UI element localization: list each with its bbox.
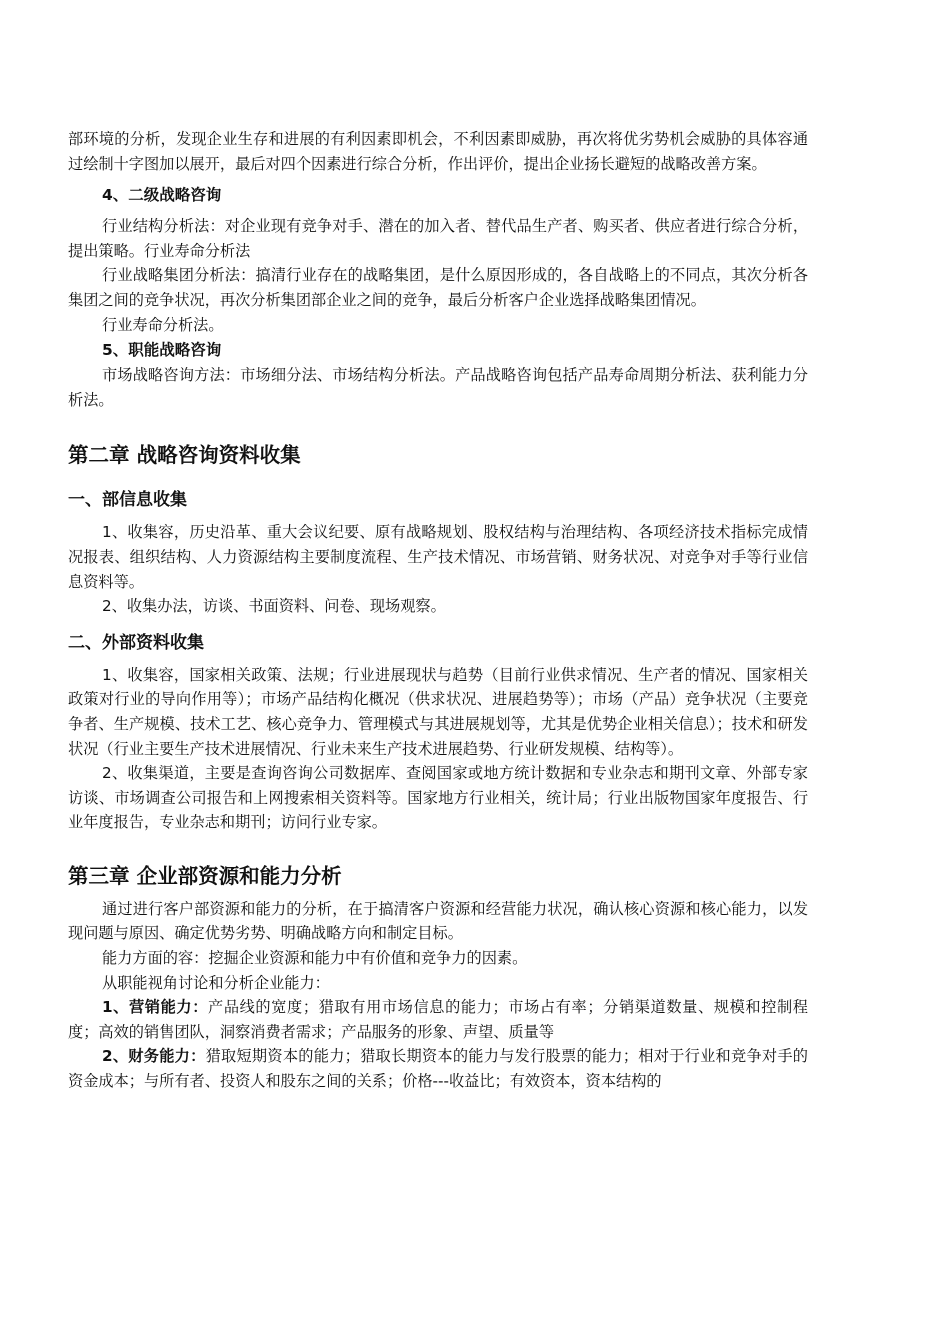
section-4-paragraph-3: 行业寿命分析法。 bbox=[102, 315, 224, 334]
finance-ability-label: 2、财务能力： bbox=[102, 1047, 206, 1066]
chapter-3-title: 第三章 企业部资源和能力分析 bbox=[68, 863, 342, 888]
chapter-2-section-1-paragraph-2: 2、收集办法，访谈、书面资料、问卷、现场观察。 bbox=[102, 597, 446, 616]
section-4-heading: 4、二级战略咨询 bbox=[102, 186, 222, 205]
chapter-2-section-1-paragraph-1: 1、收集容，历史沿革、重大会议纪要、原有战略规划、股权结构与治理结构、各项经济技术指标完成情况报表、组织结构、人力资源结构主要制度流程、生产技术情况、市场营销、财务状况、对竞争对手等行业信息资料等。 bbox=[68, 523, 808, 591]
section-5-heading: 5、职能战略咨询 bbox=[102, 341, 222, 360]
chapter-2-section-1-heading: 一、部信息收集 bbox=[68, 490, 187, 511]
section-4-paragraph-2: 行业战略集团分析法：搞清行业存在的战略集团，是什么原因形成的，各自战略上的不同点，其次分析各集团之间的竞争状况，再次分析集团部企业之间的竞争，最后分析客户企业选择战略集团情况。 bbox=[68, 266, 808, 309]
chapter-3-paragraph-2: 能力方面的容：挖掘企业资源和能力中有价值和竞争力的因素。 bbox=[102, 949, 528, 968]
chapter-2-section-2-paragraph-2: 2、收集渠道，主要是查询咨询公司数据库、查阅国家或地方统计数据和专业杂志和期刊文章、外部专家访谈、市场调查公司报告和上网搜索相关资料等。国家地方行业相关，统计局；行业出版物国家年度报告、行业年度报告，专业杂志和期刊；访问行业专家。 bbox=[68, 764, 808, 832]
marketing-ability-text: 产品线的宽度；猎取有用市场信息的能力；市场占有率；分销渠道数量、规模和控制程度；高效的销售团队，洞察消费者需求；产品服务的形象、声望、质量等 bbox=[68, 998, 808, 1041]
section-4-paragraph-1: 行业结构分析法：对企业现有竞争对手、潜在的加入者、替代品生产者、购买者、供应者进行综合分析，提出策略。行业寿命分析法 bbox=[68, 217, 808, 260]
section-5-paragraph-1: 市场战略咨询方法：市场细分法、市场结构分析法。产品战略咨询包括产品寿命周期分析法、获利能力分析法。 bbox=[68, 366, 808, 409]
chapter-3-item-marketing bbox=[68, 995, 808, 1044]
chapter-3-item-finance bbox=[68, 1044, 808, 1093]
marketing-ability-label: 1、营销能力： bbox=[102, 998, 209, 1017]
intro-paragraph: 部环境的分析，发现企业生存和进展的有利因素即机会，不利因素即威胁，再次将优劣势机会威胁的具体容通过绘制十字图加以展开，最后对四个因素进行综合分析，作出评价，提出企业扬长避短的战略改善方案。 bbox=[68, 130, 808, 173]
chapter-3-paragraph-1: 通过进行客户部资源和能力的分析，在于搞清客户资源和经营能力状况，确认核心资源和核心能力，以发现问题与原因、确定优势劣势、明确战略方向和制定目标。 bbox=[68, 899, 808, 943]
chapter-3-paragraph-3: 从职能视角讨论和分析企业能力： bbox=[102, 973, 330, 992]
chapter-2-section-2-paragraph-1: 1、收集容，国家相关政策、法规；行业进展现状与趋势（目前行业供求情况、生产者的情况、国家相关政策对行业的导向作用等）；市场产品结构化概况（供求状况、进展趋势等）；市场（产品）竞争状况（主要竞争者、生产规模、技术工艺、核心竞争力、管理模式与其进展规划等，尤其是优势企业相关信息）；技术和研发状况（行业主要生产技术进展情况、行业未来生产技术进展趋势、行业研发规模、结构等）。 bbox=[68, 665, 808, 758]
document-page bbox=[68, 127, 808, 1094]
chapter-2-section-2-heading: 二、外部资料收集 bbox=[68, 632, 204, 653]
finance-ability-text: 猎取短期资本的能力；猎取长期资本的能力与发行股票的能力；相对于行业和竞争对手的资金成本；与所有者、投资人和股东之间的关系；价格---收益比；有效资本，资本结构的 bbox=[68, 1047, 808, 1091]
chapter-2-title: 第二章 战略咨询资料收集 bbox=[68, 443, 301, 468]
